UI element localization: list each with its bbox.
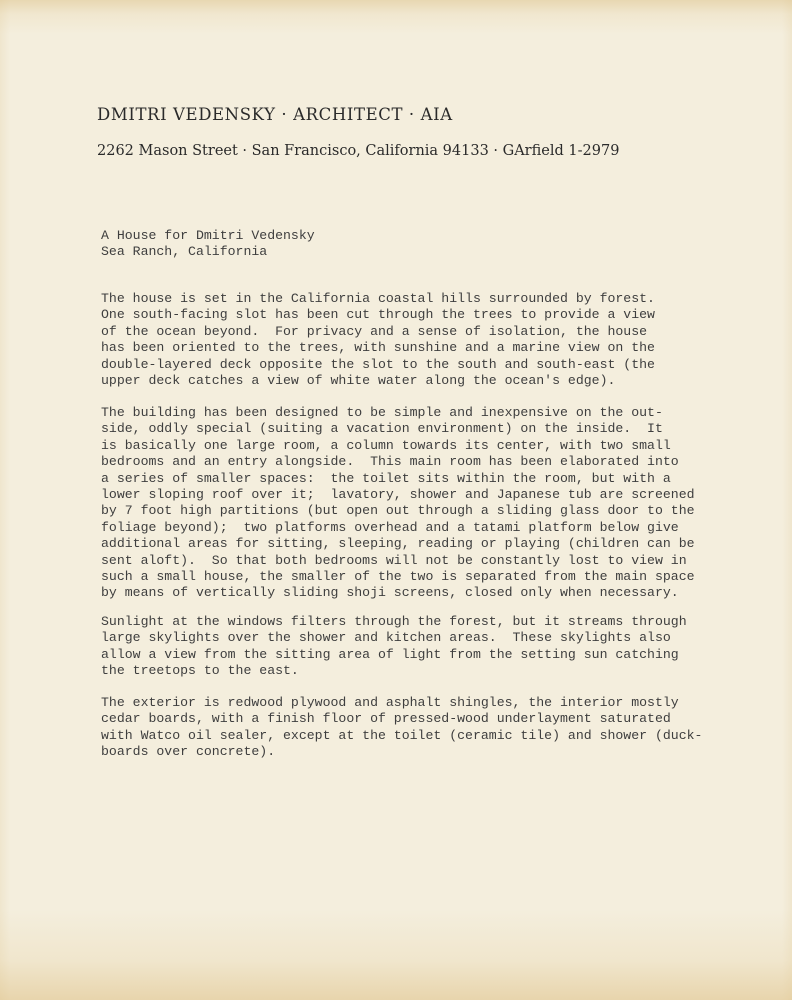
letterhead-name: DMITRI VEDENSKY · ARCHITECT · AIA: [97, 105, 453, 124]
letterhead-address: 2262 Mason Street · San Francisco, California 94133 · GArfield 1-2979: [97, 143, 620, 159]
paragraph-sunlight: Sunlight at the windows filters through the forest, but it streams through large skylights over the shower and kitchen areas. These skylights also allow a view from the sitting area of light from the setting sun catching the treetops to the east.: [101, 614, 687, 679]
paragraph-materials: The exterior is redwood plywood and asphalt shingles, the interior mostly cedar boards, with a finish floor of pressed-wood underlayment saturated with Watco oil sealer, except at the toilet (ceramic tile) and shower (duck- boards over concrete).: [101, 695, 703, 760]
paragraph-site: The house is set in the California coastal hills surrounded by forest. One south-facing slot has been cut through the trees to provide a view of the ocean beyond. For privacy and a sense of isolation, the house has been oriented to the trees, with sunshine and a marine view on the double-layered deck opposite the slot to the south and south-east (the upper deck catches a view of white water along the ocean's edge).: [101, 291, 655, 389]
paragraph-building: The building has been designed to be simple and inexpensive on the out- side, oddly special (suiting a vacation environment) on the inside. It is basically one large room, a column towards its center, with two small bedrooms and an entry alongside. This main room has been elaborated into a series of smaller spaces: the toilet sits within the room, but with a lower sloping roof over it; lavatory, shower and Japanese tub are screened by 7 foot high partitions (but open out through a sliding glass door to the foliage beyond); two platforms overhead and a tatami platform below give additional areas for sitting, sleeping, reading or playing (children can be sent aloft). So that both bedrooms will not be constantly lost to view in such a small house, the smaller of the two is separated from the main space by means of vertically sliding shoji screens, closed only when necessary.: [101, 405, 695, 601]
project-location: Sea Ranch, California: [101, 244, 268, 259]
project-title: A House for Dmitri Vedensky: [101, 228, 315, 243]
